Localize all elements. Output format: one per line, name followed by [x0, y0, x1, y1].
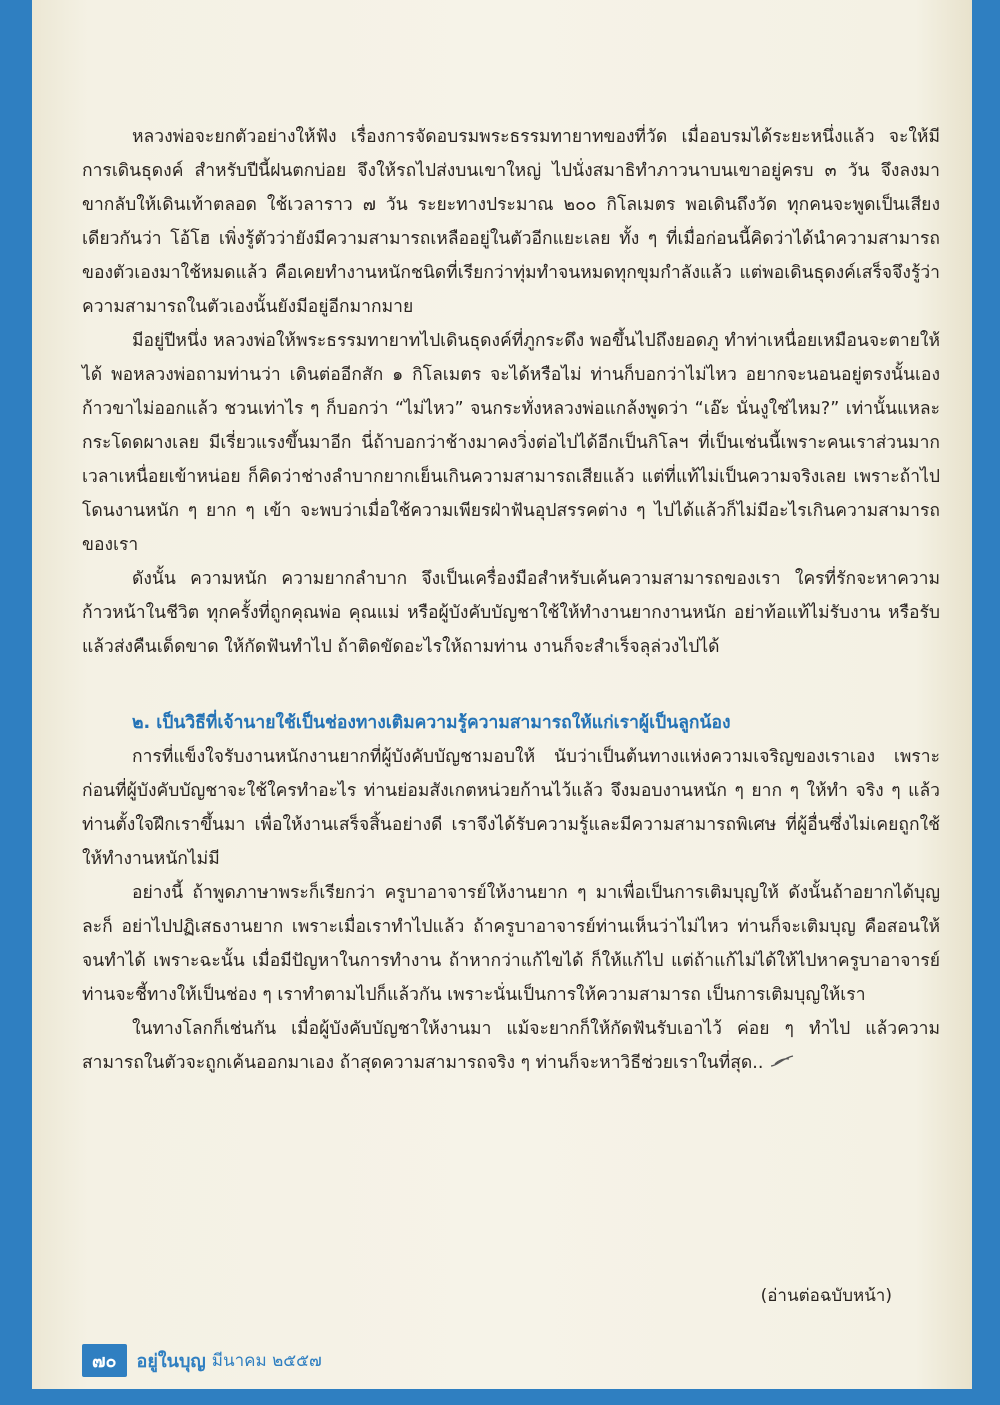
continue-note: (อ่านต่อฉบับหน้า)	[760, 1286, 892, 1306]
paragraph: อย่างนี้ ถ้าพูดภาษาพระก็เรียกว่า ครูบาอาจารย์ให้งานยาก ๆ มาเพื่อเป็นการเติมบุญให้ ดังนั้นถ้าอยากได้บุญละก็ อย่าไปปฏิเสธงานยาก เพราะเมื่อเราทำไปแล้ว ถ้าครูบาอาจารย์ท่านเห็นว่าไม่ไหว ท่านก็จะเติมบุญ คือสอนให้จนทำได้ เพราะฉะนั้น เมื่อมีปัญหาในการทำงาน ถ้าหากว่าแก้ไขได้ ก็ให้แก้ไป แต่ถ้าแก้ไม่ได้ให้ไปหาครูบาอาจารย์ ท่านจะชี้ทางให้เป็นช่อง ๆ เราทำตามไปก็แล้วกัน เพราะนั่นเป็นการให้ความสามารถ เป็นการเติมบุญให้เรา	[82, 883, 940, 1005]
pen-flourish-icon	[769, 1053, 795, 1073]
paragraph: มีอยู่ปีหนึ่ง หลวงพ่อให้พระธรรมทายาทไปเดินธุดงค์ที่ภูกระดึง พอขึ้นไปถึงยอดภู ทำท่าเหนื่อยเหมือนจะตายให้ได้ พอหลวงพ่อถามท่านว่า เดินต่ออีกสัก ๑ กิโลเมตร จะได้หรือไม่ ท่านก็บอกว่าไม่ไหว อยากจะนอนอยู่ตรงนั้นเอง ก้าวขาไม่ออกแล้ว ชวนเท่าไร ๆ ก็บอกว่า “ไม่ไหว” จนกระทั่งหลวงพ่อแกล้งพูดว่า “เอ๊ะ นั่นงูใช่ไหม?” เท่านั้นแหละกระโดดผางเลย มีเรี่ยวแรงขึ้นมาอีก นี่ถ้าบอกว่าช้างมาคงวิ่งต่อไปได้อีกเป็นกิโลฯ ที่เป็นเช่นนี้เพราะคนเราส่วนมากเวลาเหนื่อยเข้าหน่อย ก็คิดว่าช่างลำบากยากเย็นเกินความสามารถเสียแล้ว แต่ที่แท้ไม่เป็นความจริงเลย เพราะถ้าไปโดนงานหนัก ๆ ยาก ๆ เข้า จะพบว่าเมื่อใช้ความเพียรฝ่าฟันอุปสรรคต่าง ๆ ไปได้แล้วก็ไม่มีอะไรเกินความสามารถของเรา	[82, 331, 940, 555]
issue-date: มีนาคม ๒๕๕๗	[211, 1351, 322, 1371]
article-body	[82, 120, 940, 1080]
magazine-page	[32, 0, 972, 1389]
page-footer	[82, 1344, 322, 1377]
paragraph	[82, 1012, 940, 1080]
left-frame-border	[0, 0, 32, 1405]
paragraph: การที่แข็งใจรับงานหนักงานยากที่ผู้บังคับบัญชามอบให้ นับว่าเป็นต้นทางแห่งความเจริญของเราเอง เพราะก่อนที่ผู้บังคับบัญชาจะใช้ใครทำอะไร ท่านย่อมสังเกตหน่วยก้านไว้แล้ว จึงมอบงานหนัก ๆ ยาก ๆ ให้ทำ จริง ๆ แล้วท่านตั้งใจฝึกเราขึ้นมา เพื่อให้งานเสร็จสิ้นอย่างดี เราจึงได้รับความรู้และมีความสามารถพิเศษ ที่ผู้อื่นซึ่งไม่เคยถูกใช้ให้ทำงานหนักไม่มี	[82, 747, 940, 869]
section-heading: ๒. เป็นวิธีที่เจ้านายใช้เป็นช่องทางเติมความรู้ความสามารถให้แก่เราผู้เป็นลูกน้อง	[132, 713, 731, 733]
bottom-frame-border	[0, 1389, 1000, 1405]
page-number: ๗๐	[82, 1344, 127, 1377]
paragraph: หลวงพ่อจะยกตัวอย่างให้ฟัง เรื่องการจัดอบรมพระธรรมทายาทของที่วัด เมื่ออบรมได้ระยะหนึ่งแล้ว จะให้มีการเดินธุดงค์ สำหรับปีนี้ฝนตกบ่อย จึงให้รถไปส่งบนเขาใหญ่ ไปนั่งสมาธิทำภาวนาบนเขาอยู่ครบ ๓ วัน จึงลงมา ขากลับให้เดินเท้าตลอด ใช้เวลาราว ๗ วัน ระยะทางประมาณ ๒๐๐ กิโลเมตร พอเดินถึงวัด ทุกคนจะพูดเป็นเสียงเดียวกันว่า โอ้โฮ เพิ่งรู้ตัวว่ายังมีความสามารถเหลืออยู่ในตัวอีกแยะเลย ทั้ง ๆ ที่เมื่อก่อนนี้คิดว่าได้นำความสามารถของตัวเองมาใช้หมดแล้ว คือเคยทำงานหนักชนิดที่เรียกว่าทุ่มทำจนหมดทุกขุมกำลังแล้ว แต่พอเดินธุดงค์เสร็จจึงรู้ว่าความสามารถในตัวเองนั้นยังมีอยู่อีกมากมาย	[82, 127, 940, 317]
paragraph: ดังนั้น ความหนัก ความยากลำบาก จึงเป็นเครื่องมือสำหรับเค้นความสามารถของเรา ใครที่รักจะหาความก้าวหน้าในชีวิต ทุกครั้งที่ถูกคุณพ่อ คุณแม่ หรือผู้บังคับบัญชาใช้ให้ทำงานยากงานหนัก อย่าท้อแท้ไม่รับงาน หรือรับแล้วส่งคืนเด็ดขาด ให้กัดฟันทำไป ถ้าติดขัดอะไรให้ถามท่าน งานก็จะสำเร็จลุล่วงไปได้	[82, 569, 940, 657]
right-frame-border	[972, 0, 1000, 1405]
magazine-title: อยู่ในบุญ	[136, 1351, 206, 1372]
paragraph-text: ในทางโลกก็เช่นกัน เมื่อผู้บังคับบัญชาให้งานมา แม้จะยากก็ให้กัดฟันรับเอาไว้ ค่อย ๆ ทำไป แล้วความสามารถในตัวจะถูกเค้นออกมาเอง ถ้าสุดความสามารถจริง ๆ ท่านก็จะหาวิธีช่วยเราในที่สุด..	[82, 1019, 940, 1073]
